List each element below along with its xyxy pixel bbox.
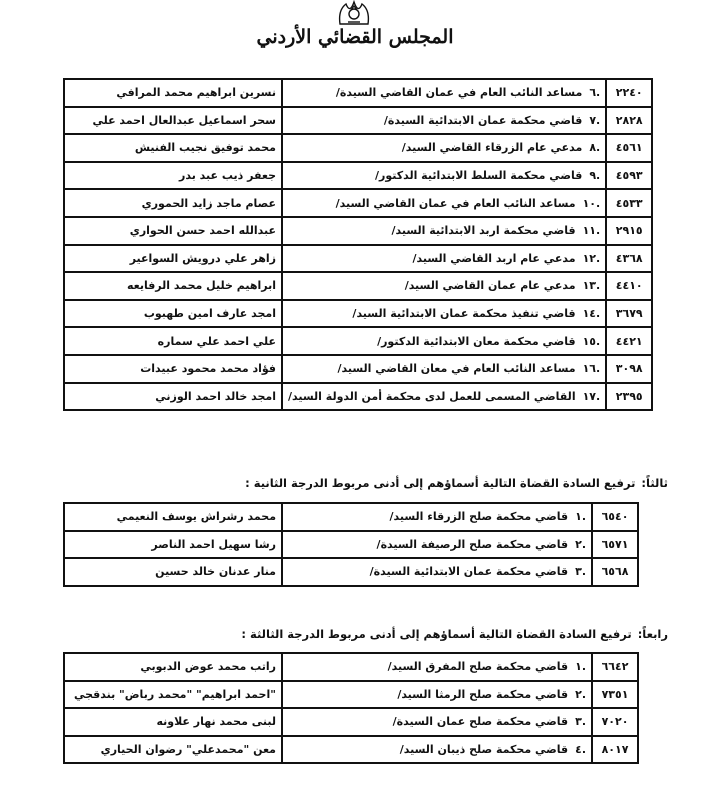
position-cell (282, 272, 606, 300)
judge-number: ٤٥٣٣ (606, 189, 652, 217)
table-row (64, 300, 652, 328)
row-index: .١٥ (582, 334, 601, 348)
judge-number: ٦٥٦٨ (592, 558, 638, 586)
section-4-label: رابعاً: (637, 627, 668, 641)
judge-number: ٣٠٩٨ (606, 355, 652, 383)
position-title: قاضي تنفيذ محكمة عمان الابتدائية السيد/ (352, 307, 576, 321)
judge-name: لبنى محمد نهار علاونه (64, 708, 282, 736)
judge-number: ٤٤٢١ (606, 327, 652, 355)
row-index: .١٠ (582, 196, 601, 210)
promotions-table-continued (63, 78, 653, 411)
judge-name: محمد رشراش يوسف النعيمي (64, 503, 282, 531)
position-title: قاضي محكمة السلط الابتدائية الدكتور/ (374, 169, 583, 183)
judge-name: ابراهيم خليل محمد الرفايعه (64, 272, 282, 300)
position-title: مساعد النائب العام في معان القاضي السيد/ (337, 362, 576, 376)
section-3-title: ترفيع السادة القضاة التالية أسماؤهم إلى أدنى مربوط الدرجة الثانية : (245, 476, 636, 490)
row-index: .١٦ (582, 362, 601, 376)
position-cell (282, 708, 592, 736)
row-index: .١١ (582, 224, 601, 238)
table-row (64, 383, 652, 411)
table-row (64, 189, 652, 217)
table-row (64, 327, 652, 355)
position-cell (282, 134, 606, 162)
judge-name: "احمد ابراهيم" "محمد رباض" بندقجي (64, 681, 282, 709)
table-row (64, 653, 638, 681)
judge-name: رشا سهيل احمد الناصر (64, 531, 282, 559)
row-index: .٣ (575, 565, 586, 579)
section-3-label: ثالثاً: (641, 476, 668, 490)
row-index: .٤ (575, 743, 586, 757)
section-4-table (63, 652, 639, 764)
jordan-coat-of-arms-icon (336, 0, 372, 26)
position-title: قاضي محكمة عمان الابتدائية السيدة/ (383, 113, 583, 127)
position-cell (282, 355, 606, 383)
position-cell (282, 245, 606, 273)
position-cell (282, 383, 606, 411)
row-index: .١٣ (582, 279, 601, 293)
judge-number: ٧٣٥١ (592, 681, 638, 709)
judge-number: ٧٠٢٠ (592, 708, 638, 736)
table-row (64, 134, 652, 162)
position-title: مدعي عام عمان القاضي السيد/ (404, 279, 576, 293)
position-cell (282, 107, 606, 135)
judge-number: ٢٣٩٥ (606, 383, 652, 411)
judge-number: ٨٠١٧ (592, 736, 638, 764)
table-row (64, 708, 638, 736)
section-3-table (63, 502, 639, 587)
position-title: قاضي محكمة عمان الابتدائية السيدة/ (369, 565, 569, 579)
council-name: المجلس القضائي الأردني (256, 26, 454, 48)
judge-name: منار عدنان خالد حسين (64, 558, 282, 586)
position-cell (282, 653, 592, 681)
judge-number: ٣٦٧٩ (606, 300, 652, 328)
position-cell (282, 531, 592, 559)
row-index: .٢ (575, 537, 586, 551)
position-title: قاضي محكمة صلح الرصيفة السيدة/ (376, 537, 569, 551)
table-row (64, 162, 652, 190)
position-title: مدعي عام الزرقاء القاضي السيد/ (401, 141, 583, 155)
judge-number: ٤٥٦١ (606, 134, 652, 162)
judge-name: جعفر ذيب عبد بدر (64, 162, 282, 190)
row-index: .١٤ (582, 307, 601, 321)
judge-number: ٤٣٦٨ (606, 245, 652, 273)
position-title: قاضي محكمة اربد الابتدائية السيد/ (391, 224, 576, 238)
judge-number: ٦٥٤٠ (592, 503, 638, 531)
row-index: .١٧ (582, 389, 601, 403)
page-header (0, 0, 703, 62)
position-cell (282, 300, 606, 328)
table-row (64, 503, 638, 531)
position-cell (282, 217, 606, 245)
row-index: .٨ (589, 141, 601, 155)
position-title: قاضي محكمة صلح ذيبان السيد/ (399, 743, 569, 757)
table-row (64, 245, 652, 273)
table-row (64, 736, 638, 764)
position-title: القاضي المسمى للعمل لدى محكمة أمن الدولة السيد/ (288, 389, 576, 403)
row-index: .٩ (589, 169, 601, 183)
table-row (64, 531, 638, 559)
row-index: .٣ (575, 715, 586, 729)
judge-name: امجد عارف امين طهبوب (64, 300, 282, 328)
row-index: .١ (575, 510, 586, 524)
section-4-title: ترفيع السادة القضاة التالية أسماؤهم إلى أدنى مربوط الدرجة الثالثة : (241, 627, 632, 641)
position-cell (282, 189, 606, 217)
judge-number: ٤٥٩٣ (606, 162, 652, 190)
judge-name: زاهر علي درويش السواعير (64, 245, 282, 273)
judge-name: علي احمد علي سماره (64, 327, 282, 355)
judge-name: فؤاد محمد محمود عبيدات (64, 355, 282, 383)
table-row (64, 79, 652, 107)
position-title: مساعد النائب العام في عمان القاضي السيدة/ (335, 86, 583, 100)
position-title: قاضي محكمة صلح عمان السيدة/ (392, 715, 569, 729)
position-title: مدعي عام اربد القاضي السيد/ (412, 251, 576, 265)
position-title: قاضي محكمة صلح الرمثا السيد/ (397, 687, 569, 701)
row-index: .١ (575, 660, 586, 674)
judge-number: ٢٢٤٠ (606, 79, 652, 107)
position-cell (282, 503, 592, 531)
position-cell (282, 558, 592, 586)
table-row (64, 558, 638, 586)
judge-name: محمد توفيق نجيب الفنيش (64, 134, 282, 162)
row-index: .٦ (589, 86, 601, 100)
row-index: .١٢ (582, 251, 601, 265)
section-4-heading (241, 627, 668, 641)
judge-name: امجد خالد احمد الوزني (64, 383, 282, 411)
table-row (64, 355, 652, 383)
judge-number: ٢٨٢٨ (606, 107, 652, 135)
position-cell (282, 681, 592, 709)
position-cell (282, 736, 592, 764)
judge-name: عصام ماجد زايد الحموري (64, 189, 282, 217)
position-title: قاضي محكمة معان الابتدائية الدكتور/ (377, 334, 576, 348)
judge-name: راتب محمد عوض الدبوبي (64, 653, 282, 681)
row-index: .٢ (575, 687, 586, 701)
position-cell (282, 79, 606, 107)
table-row (64, 681, 638, 709)
position-title: قاضي محكمة صلح المفرق السيد/ (387, 660, 569, 674)
judge-number: ٤٤١٠ (606, 272, 652, 300)
row-index: .٧ (589, 113, 601, 127)
judge-number: ٢٩١٥ (606, 217, 652, 245)
judge-name: عبدالله احمد حسن الحواري (64, 217, 282, 245)
table-row (64, 107, 652, 135)
judge-number: ٦٦٤٢ (592, 653, 638, 681)
position-title: مساعد النائب العام في عمان القاضي السيد/ (335, 196, 576, 210)
judge-name: سحر اسماعيل عبدالعال احمد علي (64, 107, 282, 135)
position-cell (282, 162, 606, 190)
judge-name: معن "محمدعلي" رضوان الحياري (64, 736, 282, 764)
position-title: قاضي محكمة صلح الزرقاء السيد/ (389, 510, 569, 524)
section-3-heading (245, 476, 668, 490)
position-cell (282, 327, 606, 355)
table-row (64, 272, 652, 300)
table-row (64, 217, 652, 245)
judge-number: ٦٥٧١ (592, 531, 638, 559)
judge-name: نسرين ابراهيم محمد المرافي (64, 79, 282, 107)
